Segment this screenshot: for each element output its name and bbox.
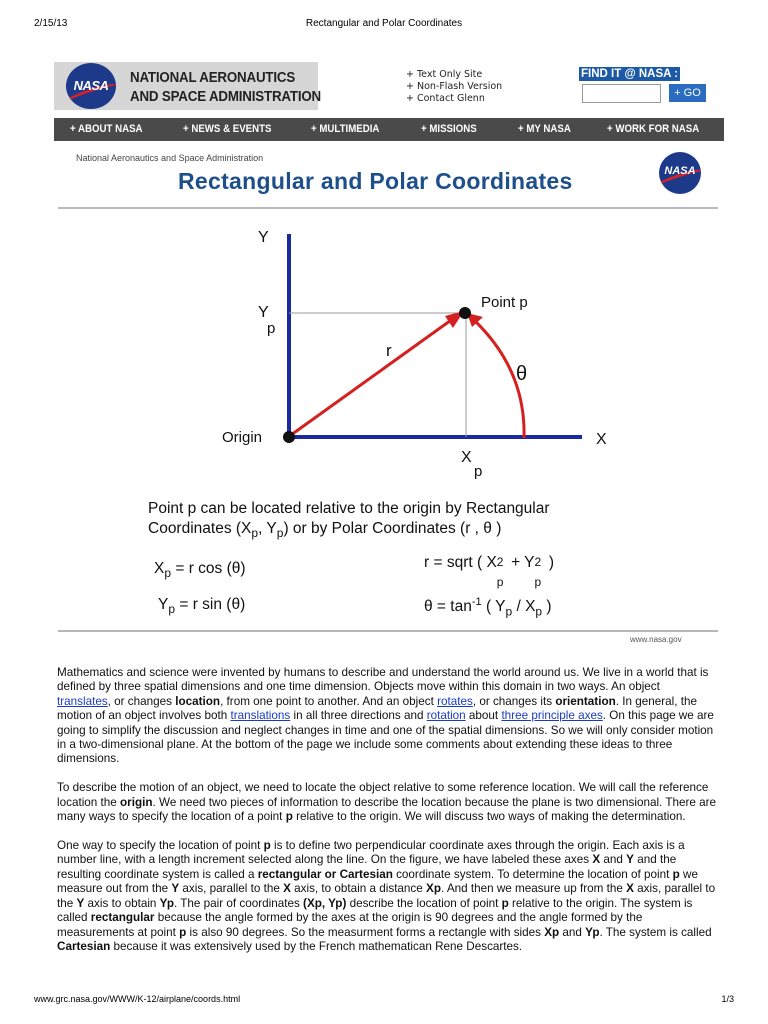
- formula-r: [424, 554, 554, 589]
- formula-r-plus: + Y: [511, 554, 535, 571]
- p3-bold: (Xp, Yp): [303, 896, 347, 910]
- nasa-banner[interactable]: [54, 62, 322, 110]
- p3-text: and: [600, 853, 627, 867]
- rotation-link[interactable]: rotation: [426, 709, 466, 723]
- paragraph-3: [57, 839, 717, 954]
- p3-text: . The pair of coordinates: [173, 896, 304, 910]
- p3-text: describe the location of point: [346, 896, 502, 910]
- r-label: r: [386, 341, 392, 360]
- go-button[interactable]: + GO: [669, 84, 706, 102]
- formula-r-sub2: p: [534, 575, 542, 589]
- formula-theta: [424, 596, 552, 618]
- p3-bold: Cartesian: [57, 939, 111, 953]
- p3-bold: rectangular or Cartesian: [257, 867, 393, 881]
- image-credit: www.nasa.gov: [630, 635, 682, 644]
- formula-yp: [158, 596, 245, 616]
- nasa-logo-text: NASA: [73, 78, 109, 93]
- p3-text: axis to obtain: [84, 896, 160, 910]
- p1-text: . In general, the motion of an object involves both: [57, 694, 697, 723]
- print-title: Rectangular and Polar Coordinates: [305, 18, 463, 29]
- p1-text: in all three directions and: [290, 709, 427, 723]
- formula-line2-b: p: [251, 526, 259, 541]
- translates-link[interactable]: translates: [57, 694, 108, 708]
- p3-text: . The system is called: [599, 925, 712, 939]
- formula-theta-sup: -1: [471, 596, 482, 608]
- p3-text: One way to specify the location of point: [57, 839, 264, 853]
- p3-text: we measure out from the: [57, 867, 698, 896]
- nav-missions[interactable]: + MISSIONS: [421, 123, 477, 135]
- p3-bold: p: [263, 839, 271, 853]
- formula-theta-close: ): [546, 598, 552, 616]
- coordinate-diagram: [58, 210, 708, 490]
- p3-bold: X: [283, 882, 291, 896]
- formula-r-sup2: 2: [534, 555, 542, 569]
- nav-news-events[interactable]: + NEWS & EVENTS: [183, 123, 272, 135]
- top-links: [406, 69, 502, 105]
- p1-text: Mathematics and science were invented by humans to describe and understand the world around us. We live in a world that is defined by three spatial dimensions and one time dimension. Objects move within this domain in two ways. An object: [57, 666, 709, 694]
- search-input[interactable]: [582, 84, 661, 103]
- print-url: www.grc.nasa.gov/WWW/K-12/airplane/coords.html: [34, 994, 241, 1004]
- p3-text: relative to the origin. The system is called: [57, 896, 693, 925]
- p3-text: and: [559, 925, 586, 939]
- formula-r-close: ): [548, 554, 554, 571]
- main-nav: [54, 118, 724, 141]
- nav-work-for-nasa[interactable]: + WORK FOR NASA: [607, 123, 700, 135]
- p3-text: axis, to obtain a distance: [290, 882, 427, 896]
- p1-text: , or changes its: [472, 694, 556, 708]
- p3-bold: Xp: [544, 925, 560, 939]
- yp-label-main: Y: [258, 304, 269, 321]
- origin-point: [283, 431, 295, 443]
- formula-theta-sub2: p: [535, 604, 543, 619]
- p3-text: . And then we measure up from the: [440, 882, 627, 896]
- p3-bold: p: [179, 925, 187, 939]
- p1-bold: location: [175, 694, 221, 708]
- formula-r-sub1: p: [496, 575, 504, 589]
- theta-label: θ: [516, 363, 528, 385]
- x-axis-label: X: [596, 431, 607, 448]
- p1-text: , from one point to another. And an object: [220, 694, 438, 708]
- p1-text: , or changes: [107, 694, 176, 708]
- breadcrumb[interactable]: National Aeronautics and Space Administration: [76, 153, 264, 163]
- formula-theta-slash: / X: [516, 598, 536, 616]
- p3-bold: p: [672, 867, 680, 881]
- page-title: Rectangular and Polar Coordinates: [178, 168, 573, 194]
- print-date: 2/15/13: [34, 18, 68, 29]
- formula-r-lhs: r = sqrt ( X: [424, 554, 497, 571]
- p3-bold: Yp: [585, 925, 600, 939]
- p3-text: coordinate system. To determine the location of point: [392, 867, 673, 881]
- p1-text: about: [465, 709, 502, 723]
- formula-theta-lhs: θ = tan: [424, 598, 472, 616]
- formula-yp-lhs: Y: [158, 596, 169, 613]
- formula-line1: Point p can be located relative to the origin by Rectangular: [148, 500, 550, 517]
- formula-line2-d: p: [276, 526, 284, 541]
- nasa-logo-icon[interactable]: [66, 63, 116, 109]
- divider-top: [58, 207, 718, 209]
- article-body: [57, 666, 717, 969]
- p3-bold: Y: [626, 853, 634, 867]
- text-only-link[interactable]: + Text Only Site: [406, 69, 483, 80]
- p1-bold: orientation: [555, 694, 616, 708]
- p3-text: and the resulting coordinate system is called a: [57, 853, 677, 881]
- p3-text: is also 90 degrees. So the measurment forms a rectangle with sides: [186, 925, 545, 939]
- banner-line1: NATIONAL AERONAUTICS: [130, 70, 296, 86]
- formula-yp-rhs: = r sin (θ): [179, 596, 246, 613]
- non-flash-link[interactable]: + Non-Flash Version: [406, 81, 503, 92]
- paragraph-1: [57, 666, 717, 767]
- p3-bold: p: [501, 896, 509, 910]
- nav-my-nasa[interactable]: + MY NASA: [518, 123, 571, 135]
- point-p-label: Point p: [481, 294, 528, 311]
- formula-r-sup1: 2: [496, 555, 504, 569]
- p3-bold: rectangular: [90, 911, 155, 925]
- yp-label-sub: p: [267, 320, 276, 337]
- p2-text: To describe the motion of an object, we need to locate the object relative to some reference location. We will call the reference location the: [57, 781, 709, 809]
- formula-theta-mid: ( Y: [485, 598, 506, 616]
- p3-bold: Y: [171, 882, 180, 896]
- p3-bold: X: [626, 882, 634, 896]
- print-page-number: 1/3: [721, 994, 734, 1004]
- contact-glenn-link[interactable]: + Contact Glenn: [406, 93, 485, 104]
- p3-text: because it was extensively used by the French mathematican Rene Descartes.: [110, 939, 523, 953]
- formula-xp-rhs: = r cos (θ): [175, 560, 246, 577]
- p1-text: . On this page we are going to simplify the discussion and neglect changes in time and one of the spatial dimensions. So we will only consider motion in a two-dimensional plane. At the bottom of the page we include some comments about extending these ideas to three dimensions.: [57, 709, 714, 766]
- formula-line2-e: ) or by Polar Coordinates (r , θ ): [283, 520, 502, 537]
- formula-line2-c: , Y: [258, 520, 277, 537]
- p2-bold: p: [285, 810, 293, 824]
- formula-xp: [154, 560, 246, 580]
- nav-multimedia[interactable]: + MULTIMEDIA: [311, 123, 380, 135]
- p3-bold: X: [592, 853, 601, 867]
- banner-line2: AND SPACE ADMINISTRATION: [130, 89, 322, 105]
- xp-label-sub: p: [474, 463, 483, 480]
- translations-link[interactable]: translations: [230, 709, 291, 723]
- p3-bold: Y: [76, 896, 85, 910]
- formula-xp-sub: p: [164, 566, 172, 581]
- p3-text: is to define two perpendicular coordinate axes through the origin. Each axis is a number line, with a length increment selected along the line. On the figure, we have labeled these axes: [57, 839, 685, 867]
- nasa-logo-small-icon: [659, 152, 701, 194]
- point-p: [459, 307, 471, 319]
- r-vector: [291, 318, 454, 435]
- p2-text: relative to the origin. We will discuss two ways of making the determination.: [292, 810, 686, 824]
- paragraph-2: [57, 781, 717, 824]
- formula-yp-sub: p: [168, 602, 176, 617]
- formula-line2-a: Coordinates (X: [148, 520, 252, 537]
- xp-label-main: X: [461, 449, 472, 466]
- nav-about-nasa[interactable]: + ABOUT NASA: [70, 123, 143, 135]
- origin-label: Origin: [222, 429, 263, 446]
- y-axis-label: Y: [258, 229, 269, 246]
- formula-line2: [148, 520, 501, 540]
- p3-bold: Xp: [426, 882, 441, 896]
- p2-text: . We need two pieces of information to describe the location because the plane is two dimensional. There are many ways to specify the location of a point: [57, 795, 716, 824]
- rotates-link[interactable]: rotates: [437, 694, 473, 708]
- nasa-logo-small-text: NASA: [664, 165, 696, 177]
- divider-bottom: [58, 630, 718, 632]
- p3-text: because the angle formed by the axes at the origin is 90 degrees and the angle formed by the measurements at point: [57, 911, 643, 939]
- find-it-label: FIND IT @ NASA :: [581, 68, 679, 80]
- formula-theta-sub1: p: [505, 604, 513, 619]
- p3-bold: Yp: [159, 896, 174, 910]
- p2-bold: origin: [120, 795, 153, 809]
- three-principle-axes-link[interactable]: three principle axes: [501, 709, 603, 723]
- formula-xp-lhs: X: [154, 560, 165, 577]
- p3-text: axis, parallel to the: [179, 882, 284, 896]
- p3-text: axis, parallel to the: [57, 882, 716, 910]
